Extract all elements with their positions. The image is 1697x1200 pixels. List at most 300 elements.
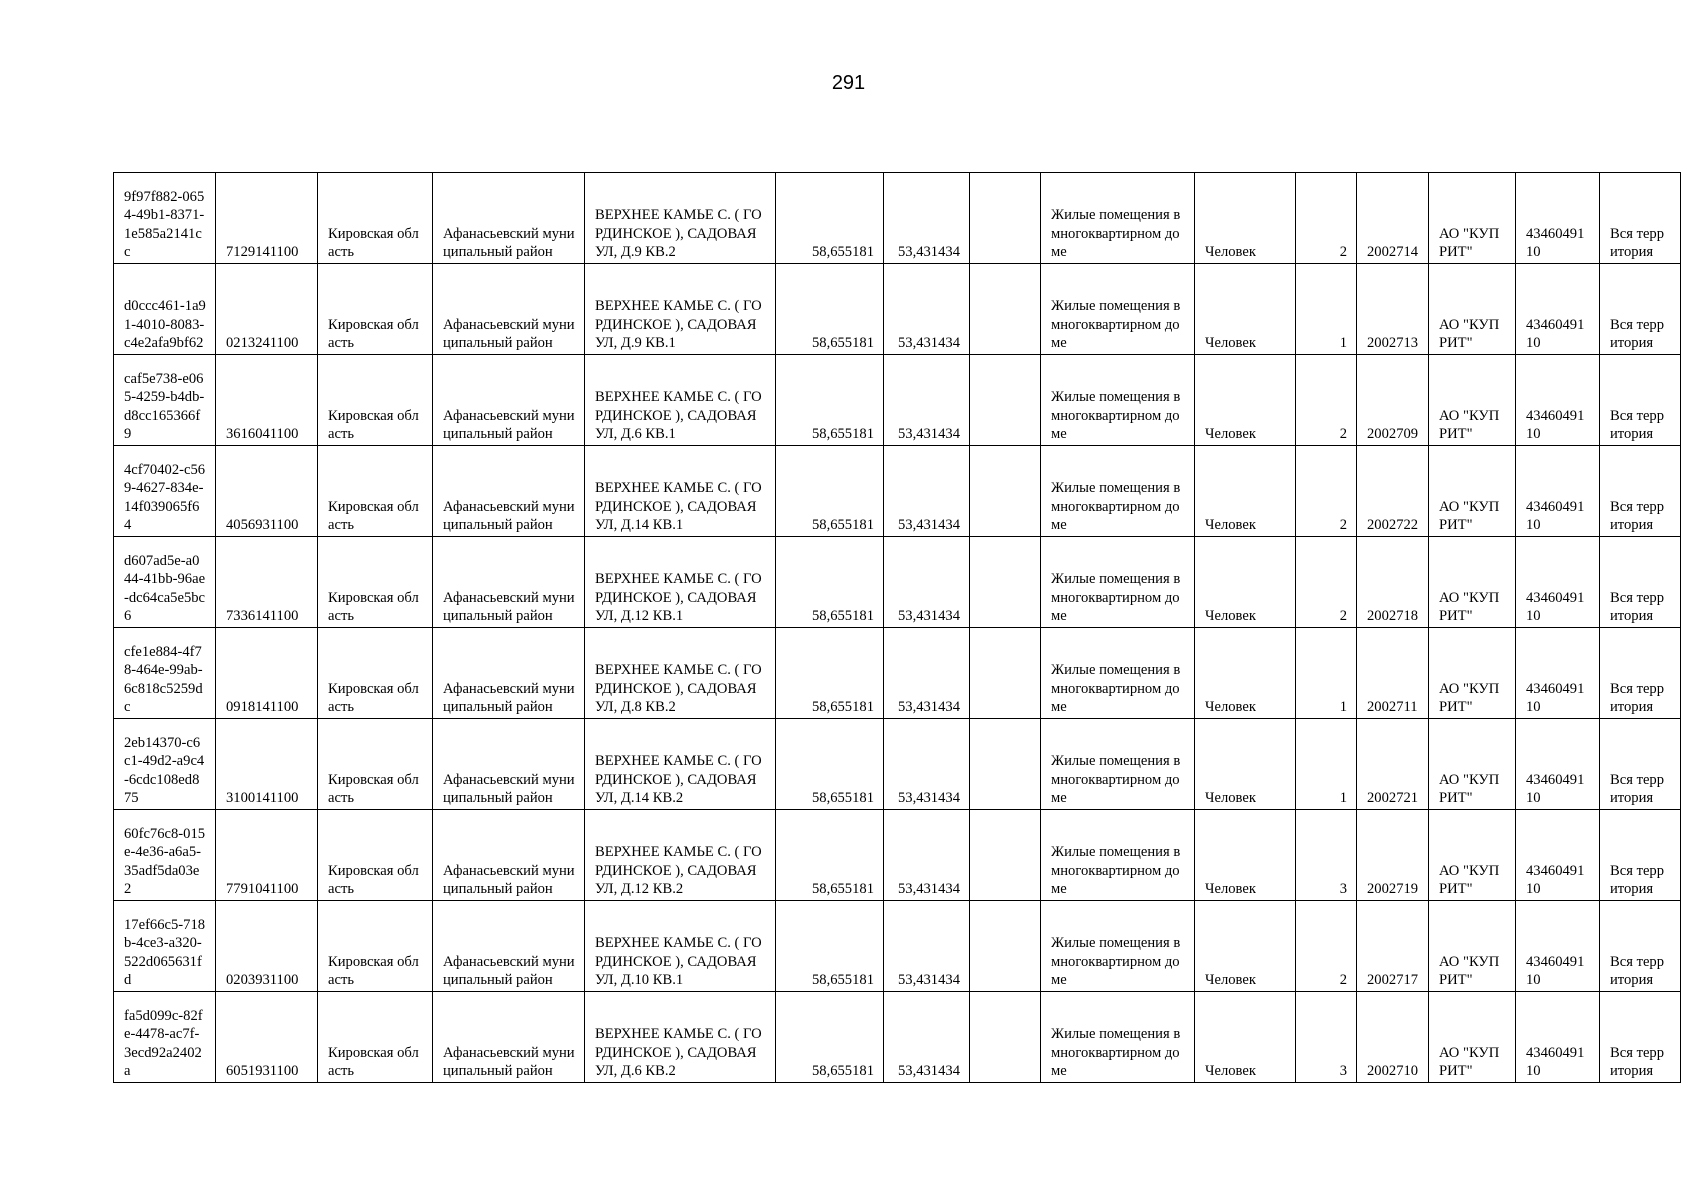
- table-row: [114, 628, 1681, 719]
- cell-territory: [1600, 537, 1681, 628]
- code-text: 6051931100: [226, 1063, 299, 1080]
- id-text: d607ad5e-a044-41bb-96ae-dc64ca5e5bc6: [124, 552, 206, 625]
- address-text: ВЕРХНЕЕ КАМЬЕ С. ( ГОРДИНСКОЕ ), САДОВАЯ УЛ, Д.8 КВ.2: [595, 662, 762, 716]
- cell-qty: [1296, 992, 1357, 1083]
- cell-unit: [1195, 810, 1296, 901]
- cell-district: [433, 719, 585, 810]
- district-text: Афанасьевский муниципальный район: [443, 680, 575, 716]
- cell-address: [585, 628, 776, 719]
- territory-text: Вся территория: [1610, 589, 1665, 625]
- table-row: [114, 537, 1681, 628]
- id-text: cfe1e884-4f78-464e-99ab-6c818c5259dc: [124, 643, 203, 716]
- cell-region: [318, 901, 433, 992]
- registry-table: [113, 172, 1681, 1083]
- inn-text: 4346049110: [1526, 680, 1585, 716]
- inn-text: 4346049110: [1526, 953, 1585, 989]
- premise-text: Жилые помещения в многоквартирном доме: [1051, 298, 1181, 352]
- code-text: 4056931100: [226, 517, 299, 534]
- cell-address: [585, 173, 776, 264]
- cell-blank: [970, 628, 1041, 719]
- cell-address: [585, 355, 776, 446]
- address-text: ВЕРХНЕЕ КАМЬЕ С. ( ГОРДИНСКОЕ ), САДОВАЯ УЛ, Д.6 КВ.1: [595, 389, 762, 443]
- org-text: АО "КУПРИТ": [1439, 953, 1500, 989]
- cell-territory: [1600, 901, 1681, 992]
- table-row: [114, 264, 1681, 355]
- cell-contract: [1357, 719, 1429, 810]
- premise-text: Жилые помещения в многоквартирном доме: [1051, 480, 1181, 534]
- inn-text: 4346049110: [1526, 407, 1585, 443]
- cell-territory: [1600, 173, 1681, 264]
- table-row: [114, 355, 1681, 446]
- cell-inn: [1516, 901, 1600, 992]
- region-text: Кировская область: [328, 407, 419, 443]
- cell-lat: [776, 810, 884, 901]
- cell-region: [318, 719, 433, 810]
- district-text: Афанасьевский муниципальный район: [443, 589, 575, 625]
- unit-text: Человек: [1205, 426, 1256, 443]
- cell-address: [585, 719, 776, 810]
- cell-district: [433, 901, 585, 992]
- lon-text: 53,431434: [897, 335, 960, 352]
- cell-district: [433, 446, 585, 537]
- qty-text: 2: [1339, 426, 1347, 443]
- cell-district: [433, 992, 585, 1083]
- table-row: [114, 992, 1681, 1083]
- cell-address: [585, 992, 776, 1083]
- cell-code: [216, 810, 318, 901]
- unit-text: Человек: [1205, 335, 1256, 352]
- qty-text: 3: [1339, 1063, 1347, 1080]
- cell-district: [433, 173, 585, 264]
- cell-org: [1429, 719, 1516, 810]
- premise-text: Жилые помещения в многоквартирном доме: [1051, 571, 1181, 625]
- cell-region: [318, 810, 433, 901]
- cell-premise: [1041, 628, 1195, 719]
- contract-text: 2002719: [1367, 881, 1419, 898]
- cell-lat: [776, 719, 884, 810]
- cell-contract: [1357, 537, 1429, 628]
- territory-text: Вся территория: [1610, 316, 1665, 352]
- cell-qty: [1296, 173, 1357, 264]
- cell-premise: [1041, 173, 1195, 264]
- cell-territory: [1600, 810, 1681, 901]
- unit-text: Человек: [1205, 244, 1256, 261]
- territory-text: Вся территория: [1610, 680, 1665, 716]
- cell-region: [318, 446, 433, 537]
- cell-lon: [884, 628, 970, 719]
- region-text: Кировская область: [328, 225, 419, 261]
- contract-text: 2002710: [1367, 1063, 1419, 1080]
- premise-text: Жилые помещения в многоквартирном доме: [1051, 207, 1181, 261]
- region-text: Кировская область: [328, 589, 419, 625]
- cell-unit: [1195, 264, 1296, 355]
- cell-territory: [1600, 992, 1681, 1083]
- cell-district: [433, 264, 585, 355]
- blank-text: [980, 1081, 1031, 1082]
- district-text: Афанасьевский муниципальный район: [443, 407, 575, 443]
- cell-address: [585, 537, 776, 628]
- cell-unit: [1195, 628, 1296, 719]
- cell-lon: [884, 992, 970, 1083]
- code-text: 7791041100: [226, 881, 299, 898]
- cell-id: [114, 992, 216, 1083]
- cell-blank: [970, 446, 1041, 537]
- cell-qty: [1296, 810, 1357, 901]
- address-text: ВЕРХНЕЕ КАМЬЕ С. ( ГОРДИНСКОЕ ), САДОВАЯ УЛ, Д.12 КВ.1: [595, 571, 762, 625]
- table-row: [114, 173, 1681, 264]
- premise-text: Жилые помещения в многоквартирном доме: [1051, 753, 1181, 807]
- contract-text: 2002711: [1367, 699, 1418, 716]
- cell-blank: [970, 537, 1041, 628]
- cell-territory: [1600, 264, 1681, 355]
- qty-text: 1: [1339, 790, 1347, 807]
- code-text: 0918141100: [226, 699, 299, 716]
- unit-text: Человек: [1205, 608, 1256, 625]
- cell-id: [114, 901, 216, 992]
- cell-lat: [776, 264, 884, 355]
- cell-premise: [1041, 719, 1195, 810]
- cell-org: [1429, 628, 1516, 719]
- cell-code: [216, 355, 318, 446]
- org-text: АО "КУПРИТ": [1439, 680, 1500, 716]
- unit-text: Человек: [1205, 1063, 1256, 1080]
- cell-inn: [1516, 446, 1600, 537]
- cell-id: [114, 810, 216, 901]
- cell-unit: [1195, 901, 1296, 992]
- contract-text: 2002717: [1367, 972, 1419, 989]
- cell-lat: [776, 355, 884, 446]
- unit-text: Человек: [1205, 790, 1256, 807]
- region-text: Кировская область: [328, 680, 419, 716]
- premise-text: Жилые помещения в многоквартирном доме: [1051, 1026, 1181, 1080]
- org-text: АО "КУПРИТ": [1439, 225, 1500, 261]
- territory-text: Вся территория: [1610, 407, 1665, 443]
- inn-text: 4346049110: [1526, 316, 1585, 352]
- cell-address: [585, 446, 776, 537]
- cell-blank: [970, 355, 1041, 446]
- cell-inn: [1516, 628, 1600, 719]
- cell-code: [216, 264, 318, 355]
- address-text: ВЕРХНЕЕ КАМЬЕ С. ( ГОРДИНСКОЕ ), САДОВАЯ УЛ, Д.10 КВ.1: [595, 935, 762, 989]
- cell-lon: [884, 719, 970, 810]
- code-text: 3100141100: [226, 790, 299, 807]
- cell-unit: [1195, 719, 1296, 810]
- inn-text: 4346049110: [1526, 862, 1585, 898]
- lon-text: 53,431434: [897, 790, 960, 807]
- qty-text: 2: [1339, 608, 1347, 625]
- id-text: 4cf70402-c569-4627-834e-14f039065f64: [124, 461, 206, 534]
- cell-territory: [1600, 719, 1681, 810]
- lat-text: 58,655181: [811, 244, 874, 261]
- cell-region: [318, 537, 433, 628]
- lat-text: 58,655181: [811, 517, 874, 534]
- premise-text: Жилые помещения в многоквартирном доме: [1051, 935, 1181, 989]
- page-number: 291: [831, 72, 866, 94]
- cell-unit: [1195, 992, 1296, 1083]
- lat-text: 58,655181: [811, 426, 874, 443]
- cell-district: [433, 628, 585, 719]
- org-text: АО "КУПРИТ": [1439, 316, 1500, 352]
- cell-lon: [884, 810, 970, 901]
- cell-org: [1429, 446, 1516, 537]
- cell-org: [1429, 537, 1516, 628]
- cell-org: [1429, 810, 1516, 901]
- contract-text: 2002713: [1367, 335, 1419, 352]
- inn-text: 4346049110: [1526, 498, 1585, 534]
- cell-qty: [1296, 901, 1357, 992]
- cell-lat: [776, 628, 884, 719]
- address-text: ВЕРХНЕЕ КАМЬЕ С. ( ГОРДИНСКОЕ ), САДОВАЯ УЛ, Д.9 КВ.2: [595, 207, 762, 261]
- cell-contract: [1357, 992, 1429, 1083]
- cell-premise: [1041, 355, 1195, 446]
- cell-address: [585, 810, 776, 901]
- lon-text: 53,431434: [897, 426, 960, 443]
- cell-lat: [776, 446, 884, 537]
- cell-qty: [1296, 264, 1357, 355]
- lon-text: 53,431434: [897, 699, 960, 716]
- id-text: 60fc76c8-015e-4e36-a6a5-35adf5da03e2: [124, 825, 206, 898]
- cell-contract: [1357, 173, 1429, 264]
- qty-text: 2: [1339, 972, 1347, 989]
- cell-org: [1429, 173, 1516, 264]
- cell-qty: [1296, 537, 1357, 628]
- district-text: Афанасьевский муниципальный район: [443, 225, 575, 261]
- cell-contract: [1357, 264, 1429, 355]
- region-text: Кировская область: [328, 1044, 419, 1080]
- cell-org: [1429, 992, 1516, 1083]
- cell-territory: [1600, 355, 1681, 446]
- lat-text: 58,655181: [811, 972, 874, 989]
- cell-premise: [1041, 537, 1195, 628]
- cell-region: [318, 173, 433, 264]
- table-row: [114, 719, 1681, 810]
- code-text: 7129141100: [226, 244, 299, 261]
- territory-text: Вся территория: [1610, 862, 1665, 898]
- qty-text: 3: [1339, 881, 1347, 898]
- cell-id: [114, 446, 216, 537]
- cell-blank: [970, 992, 1041, 1083]
- code-text: 7336141100: [226, 608, 299, 625]
- cell-lon: [884, 264, 970, 355]
- code-text: 0213241100: [226, 335, 299, 352]
- cell-id: [114, 264, 216, 355]
- inn-text: 4346049110: [1526, 225, 1585, 261]
- unit-text: Человек: [1205, 972, 1256, 989]
- region-text: Кировская область: [328, 498, 419, 534]
- cell-lon: [884, 355, 970, 446]
- cell-id: [114, 355, 216, 446]
- qty-text: 1: [1339, 335, 1347, 352]
- cell-code: [216, 446, 318, 537]
- cell-district: [433, 810, 585, 901]
- cell-unit: [1195, 446, 1296, 537]
- address-text: ВЕРХНЕЕ КАМЬЕ С. ( ГОРДИНСКОЕ ), САДОВАЯ УЛ, Д.12 КВ.2: [595, 844, 762, 898]
- address-text: ВЕРХНЕЕ КАМЬЕ С. ( ГОРДИНСКОЕ ), САДОВАЯ УЛ, Д.14 КВ.1: [595, 480, 762, 534]
- cell-region: [318, 628, 433, 719]
- cell-lon: [884, 173, 970, 264]
- lat-text: 58,655181: [811, 608, 874, 625]
- code-text: 0203931100: [226, 972, 299, 989]
- cell-code: [216, 537, 318, 628]
- cell-contract: [1357, 810, 1429, 901]
- table-row: [114, 446, 1681, 537]
- cell-territory: [1600, 446, 1681, 537]
- cell-contract: [1357, 446, 1429, 537]
- territory-text: Вся территория: [1610, 1044, 1665, 1080]
- cell-inn: [1516, 173, 1600, 264]
- contract-text: 2002721: [1367, 790, 1419, 807]
- cell-territory: [1600, 628, 1681, 719]
- cell-code: [216, 992, 318, 1083]
- lon-text: 53,431434: [897, 972, 960, 989]
- cell-premise: [1041, 901, 1195, 992]
- premise-text: Жилые помещения в многоквартирном доме: [1051, 662, 1181, 716]
- cell-blank: [970, 264, 1041, 355]
- org-text: АО "КУПРИТ": [1439, 589, 1500, 625]
- cell-inn: [1516, 537, 1600, 628]
- id-text: caf5e738-e065-4259-b4db-d8cc165366f9: [124, 370, 205, 443]
- premise-text: Жилые помещения в многоквартирном доме: [1051, 844, 1181, 898]
- id-text: d0ccc461-1a91-4010-8083-c4e2afa9bf62: [124, 298, 206, 352]
- contract-text: 2002714: [1367, 244, 1419, 261]
- contract-text: 2002718: [1367, 608, 1419, 625]
- id-text: 9f97f882-0654-49b1-8371-1e585a2141cc: [124, 188, 205, 261]
- cell-inn: [1516, 810, 1600, 901]
- cell-qty: [1296, 628, 1357, 719]
- cell-address: [585, 901, 776, 992]
- qty-text: 2: [1339, 244, 1347, 261]
- cell-qty: [1296, 446, 1357, 537]
- cell-contract: [1357, 355, 1429, 446]
- org-text: АО "КУПРИТ": [1439, 498, 1500, 534]
- premise-text: Жилые помещения в многоквартирном доме: [1051, 389, 1181, 443]
- lat-text: 58,655181: [811, 1063, 874, 1080]
- cell-unit: [1195, 537, 1296, 628]
- cell-qty: [1296, 355, 1357, 446]
- cell-code: [216, 901, 318, 992]
- lat-text: 58,655181: [811, 881, 874, 898]
- cell-lon: [884, 901, 970, 992]
- lon-text: 53,431434: [897, 1063, 960, 1080]
- region-text: Кировская область: [328, 862, 419, 898]
- lon-text: 53,431434: [897, 608, 960, 625]
- cell-region: [318, 264, 433, 355]
- qty-text: 2: [1339, 517, 1347, 534]
- address-text: ВЕРХНЕЕ КАМЬЕ С. ( ГОРДИНСКОЕ ), САДОВАЯ УЛ, Д.6 КВ.2: [595, 1026, 762, 1080]
- cell-blank: [970, 719, 1041, 810]
- lon-text: 53,431434: [897, 244, 960, 261]
- cell-region: [318, 355, 433, 446]
- cell-code: [216, 173, 318, 264]
- org-text: АО "КУПРИТ": [1439, 862, 1500, 898]
- district-text: Афанасьевский муниципальный район: [443, 771, 575, 807]
- cell-org: [1429, 901, 1516, 992]
- cell-org: [1429, 355, 1516, 446]
- cell-premise: [1041, 446, 1195, 537]
- cell-blank: [970, 173, 1041, 264]
- cell-org: [1429, 264, 1516, 355]
- cell-blank: [970, 810, 1041, 901]
- cell-district: [433, 355, 585, 446]
- inn-text: 4346049110: [1526, 1044, 1585, 1080]
- id-text: 2eb14370-c6c1-49d2-a9c4-6cdc108ed875: [124, 734, 205, 807]
- territory-text: Вся территория: [1610, 953, 1665, 989]
- region-text: Кировская область: [328, 771, 419, 807]
- cell-premise: [1041, 264, 1195, 355]
- district-text: Афанасьевский муниципальный район: [443, 862, 575, 898]
- unit-text: Человек: [1205, 699, 1256, 716]
- cell-inn: [1516, 992, 1600, 1083]
- id-text: fa5d099c-82fe-4478-ac7f-3ecd92a2402a: [124, 1007, 203, 1080]
- cell-lon: [884, 446, 970, 537]
- district-text: Афанасьевский муниципальный район: [443, 498, 575, 534]
- territory-text: Вся территория: [1610, 225, 1665, 261]
- cell-code: [216, 628, 318, 719]
- cell-contract: [1357, 628, 1429, 719]
- district-text: Афанасьевский муниципальный район: [443, 316, 575, 352]
- cell-district: [433, 537, 585, 628]
- cell-lon: [884, 537, 970, 628]
- cell-region: [318, 992, 433, 1083]
- cell-code: [216, 719, 318, 810]
- cell-premise: [1041, 810, 1195, 901]
- cell-lat: [776, 901, 884, 992]
- cell-id: [114, 628, 216, 719]
- id-text: 17ef66c5-718b-4ce3-a320-522d065631fd: [124, 916, 206, 989]
- cell-lat: [776, 992, 884, 1083]
- territory-text: Вся территория: [1610, 771, 1665, 807]
- contract-text: 2002722: [1367, 517, 1419, 534]
- cell-unit: [1195, 173, 1296, 264]
- region-text: Кировская область: [328, 316, 419, 352]
- qty-text: 1: [1339, 699, 1347, 716]
- inn-text: 4346049110: [1526, 771, 1585, 807]
- cell-qty: [1296, 719, 1357, 810]
- cell-id: [114, 537, 216, 628]
- cell-unit: [1195, 355, 1296, 446]
- cell-lat: [776, 173, 884, 264]
- cell-inn: [1516, 355, 1600, 446]
- org-text: АО "КУПРИТ": [1439, 1044, 1500, 1080]
- cell-inn: [1516, 719, 1600, 810]
- cell-id: [114, 173, 216, 264]
- unit-text: Человек: [1205, 517, 1256, 534]
- lon-text: 53,431434: [897, 517, 960, 534]
- cell-contract: [1357, 901, 1429, 992]
- region-text: Кировская область: [328, 953, 419, 989]
- lat-text: 58,655181: [811, 699, 874, 716]
- org-text: АО "КУПРИТ": [1439, 407, 1500, 443]
- contract-text: 2002709: [1367, 426, 1419, 443]
- address-text: ВЕРХНЕЕ КАМЬЕ С. ( ГОРДИНСКОЕ ), САДОВАЯ УЛ, Д.14 КВ.2: [595, 753, 762, 807]
- lat-text: 58,655181: [811, 335, 874, 352]
- address-text: ВЕРХНЕЕ КАМЬЕ С. ( ГОРДИНСКОЕ ), САДОВАЯ УЛ, Д.9 КВ.1: [595, 298, 762, 352]
- code-text: 3616041100: [226, 426, 299, 443]
- lat-text: 58,655181: [811, 790, 874, 807]
- cell-blank: [970, 901, 1041, 992]
- cell-id: [114, 719, 216, 810]
- cell-premise: [1041, 992, 1195, 1083]
- table-row: [114, 810, 1681, 901]
- org-text: АО "КУПРИТ": [1439, 771, 1500, 807]
- territory-text: Вся территория: [1610, 498, 1665, 534]
- table-row: [114, 901, 1681, 992]
- district-text: Афанасьевский муниципальный район: [443, 1044, 575, 1080]
- cell-lat: [776, 537, 884, 628]
- cell-inn: [1516, 264, 1600, 355]
- lon-text: 53,431434: [897, 881, 960, 898]
- district-text: Афанасьевский муниципальный район: [443, 953, 575, 989]
